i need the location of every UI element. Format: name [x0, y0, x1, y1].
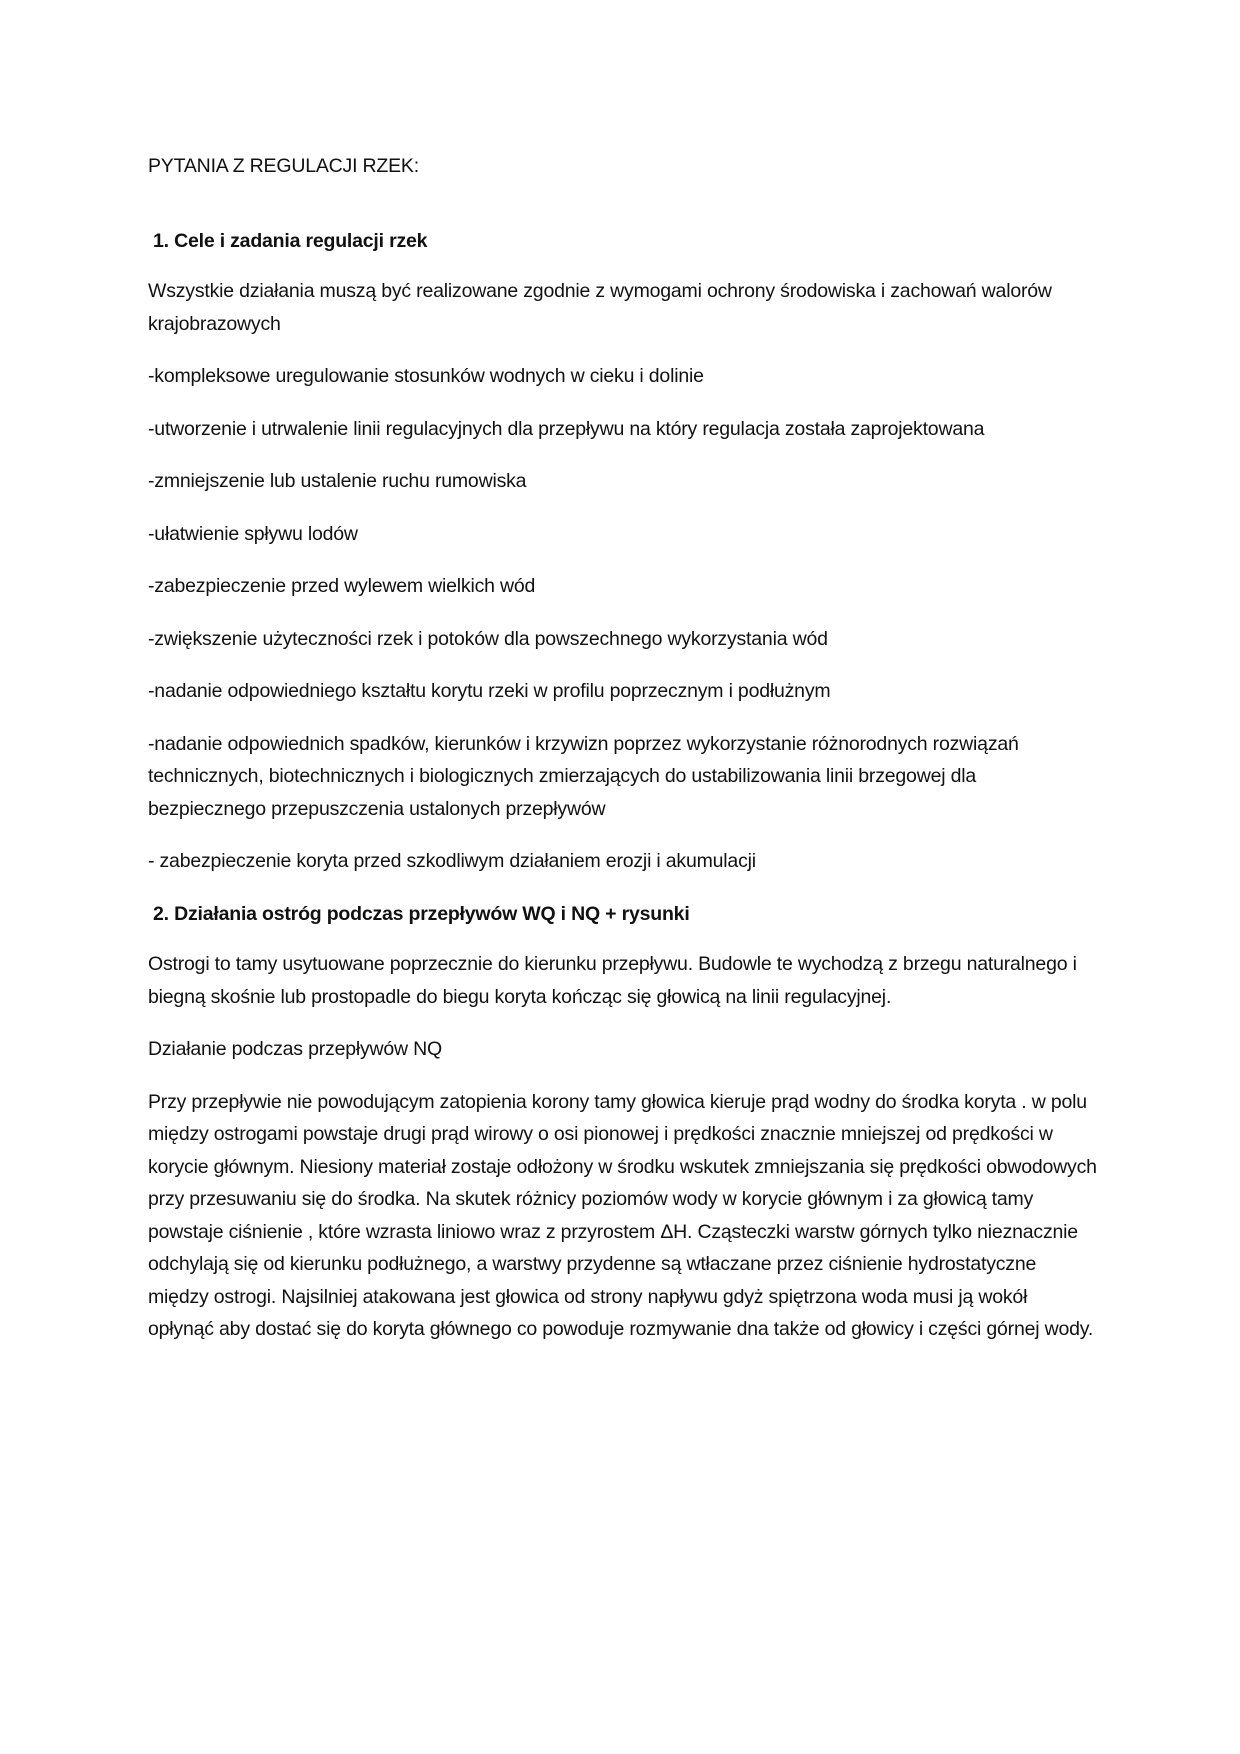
- list-item: -ułatwienie spływu lodów: [148, 522, 358, 545]
- list-item: -zabezpieczenie przed wylewem wielkich wód: [148, 575, 536, 597]
- section-1-intro: Wszystkie działania muszą być realizowane zgodnie z wymogami ochrony środowiska i zachowań walorów krajobrazowych: [148, 280, 1052, 335]
- section-1-heading: 1. Cele i zadania regulacji rzek: [153, 229, 428, 252]
- section-2-heading: 2. Działania ostróg podczas przepływów WQ i NQ + rysunki: [153, 902, 690, 925]
- list-item: -kompleksowe uregulowanie stosunków wodnych w cieku i dolinie: [148, 365, 704, 387]
- list-item: -zwiększenie użyteczności rzek i potoków dla powszechnego wykorzystania wód: [148, 627, 828, 650]
- section-2-body: Przy przepływie nie powodującym zatopienia korony tamy głowica kieruje prąd wodny do środka koryta . w polu między ostrogami powstaje drugi prąd wirowy o osi pionowej i prędkości znacznie mniejszej od prędkości w korycie głównym. Niesiony materiał zostaje odłożony w środku wskutek zmniejszania się prędkości obwodowych przy przesuwaniu się do środka. Na skutek różnicy poziomów wody w korycie głównym i za głowicą tamy powstaje ciśnienie , które wzrasta liniowo wraz z przyrostem ΔH. Cząsteczki warstw górnych tylko nieznacznie odchylają się od kierunku podłużnego, a warstwy przydenne są wtłaczane przez ciśnienie hydrostatyczne między ostrogi. Najsilniej atakowana jest głowica od strony napływu gdyż spiętrzona woda musi ją wokół opłynąć aby dostać się do koryta głównego co powoduje rozmywanie dna także od głowicy i części górnej wody.: [148, 1090, 1097, 1340]
- list-item: - zabezpieczenie koryta przed szkodliwym działaniem erozji i akumulacji: [148, 850, 756, 872]
- document-title: PYTANIA Z REGULACJI RZEK:: [148, 155, 419, 177]
- list-item: -nadanie odpowiednich spadków, kierunków i krzywizn poprzez wykorzystanie różnorodnych rozwiązań technicznych, biotechnicznych i biologicznych zmierzających do ustabilizowania linii brzegowej dla bezpiecznego przepuszczenia ustalonych przepływów: [148, 732, 1019, 820]
- section-2-subheading: Działanie podczas przepływów NQ: [148, 1038, 443, 1060]
- section-1-task-list: [148, 360, 1098, 878]
- document-content: [148, 150, 1098, 1366]
- section-2-intro: Ostrogi to tamy usytuowane poprzecznie do kierunku przepływu. Budowle te wychodzą z brzegu naturalnego i biegną skośnie lub prostopadle do biegu koryta kończąc się głowicą na linii regulacyjnej.: [148, 953, 1077, 1008]
- list-item: -utworzenie i utrwalenie linii regulacyjnych dla przepływu na który regulacja została zaprojektowana: [148, 417, 985, 440]
- list-item: -zmniejszenie lub ustalenie ruchu rumowiska: [148, 470, 527, 492]
- list-item: -nadanie odpowiedniego kształtu korytu rzeki w profilu poprzecznym i podłużnym: [148, 680, 831, 702]
